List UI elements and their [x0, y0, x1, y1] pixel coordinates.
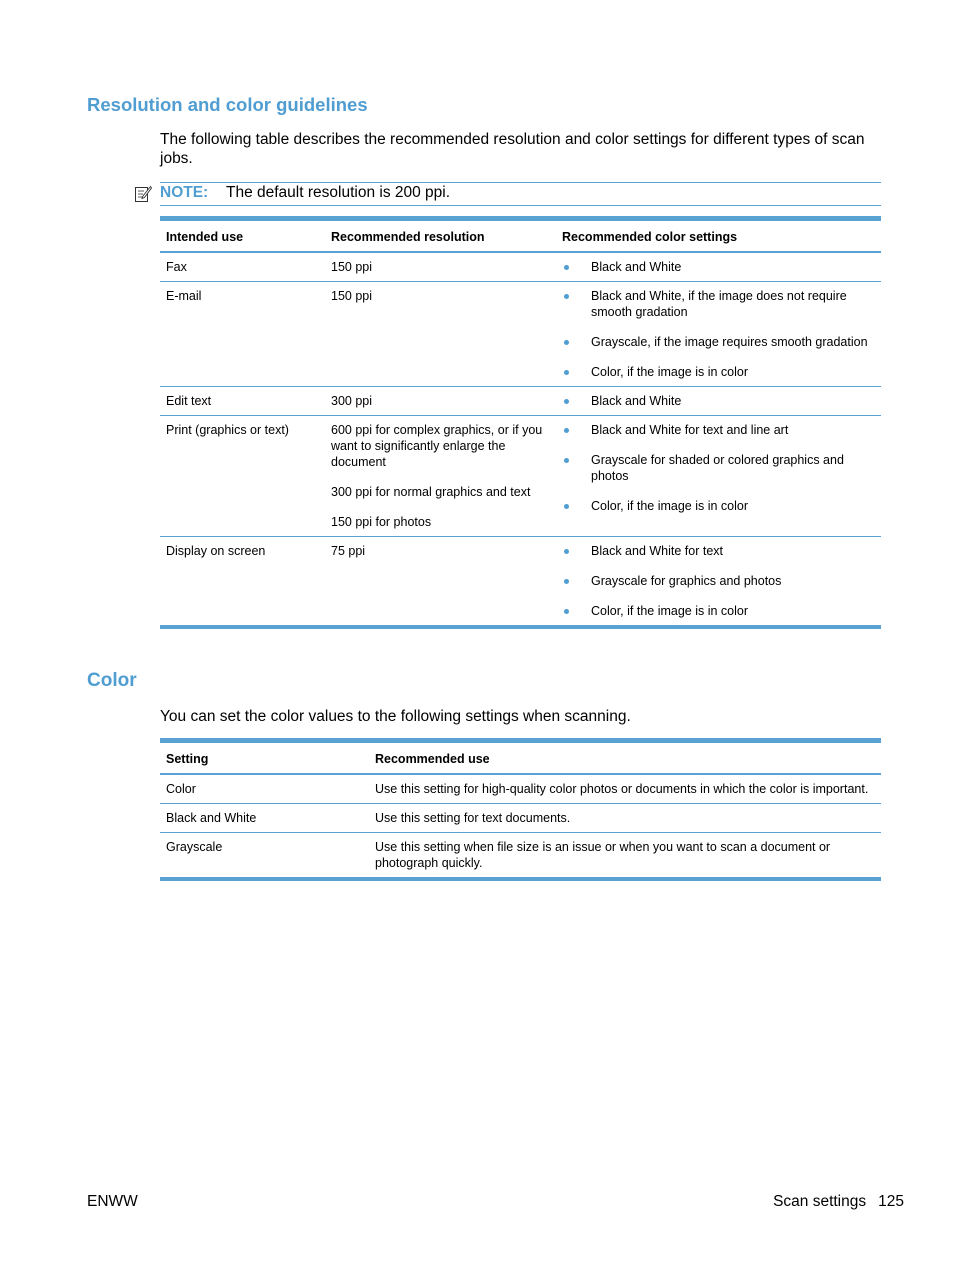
- table-row: [160, 252, 881, 282]
- resolution-line: 600 ppi for complex graphics, or if you want to significantly enlarge the document: [331, 423, 543, 469]
- table-row: [160, 774, 881, 804]
- intended-use-cell: Display on screen: [160, 537, 325, 628]
- recommended-use-cell: Use this setting for high-quality color photos or documents in which the color is important.: [375, 782, 869, 796]
- resolution-lines: [331, 543, 550, 559]
- resolution-lines: [331, 288, 550, 304]
- color-intro-paragraph: You can set the color values to the following settings when scanning.: [160, 708, 631, 725]
- bullet-icon: [564, 370, 569, 375]
- note-pencil-icon: [134, 185, 152, 203]
- resolution-lines: [331, 259, 550, 275]
- resolution-line: 75 ppi: [331, 544, 366, 558]
- section-heading-resolution: Resolution and color guidelines: [87, 94, 368, 115]
- bullet-text: Color, if the image is in color: [591, 604, 749, 618]
- setting-cell: Color: [166, 782, 196, 796]
- intended-use-cell: Print (graphics or text): [160, 416, 325, 537]
- page-number: 125: [878, 1193, 904, 1210]
- table-row: [160, 282, 881, 387]
- bullet-text: Grayscale for graphics and photos: [591, 574, 782, 588]
- resolution-cell: [325, 282, 556, 387]
- resolution-lines: [331, 422, 550, 530]
- table-row: [160, 387, 881, 416]
- section-heading-color: Color: [87, 670, 137, 691]
- bullet-icon: [564, 549, 569, 554]
- table-row: [160, 537, 881, 628]
- resolution-cell: [325, 387, 556, 416]
- list-item: [562, 288, 875, 320]
- color-settings-cell: [556, 416, 881, 537]
- table-row: [160, 416, 881, 537]
- bullet-icon: [564, 265, 569, 270]
- column-header: Setting: [160, 741, 369, 775]
- bullet-text: Black and White for text and line art: [591, 423, 789, 437]
- bullet-text: Color, if the image is in color: [591, 365, 749, 379]
- bullet-text: Grayscale, if the image requires smooth gradation: [591, 335, 868, 349]
- footer-section-name: Scan settings: [773, 1193, 867, 1210]
- resolution-cell: [325, 537, 556, 628]
- bullet-text: Grayscale for shaded or colored graphics and photos: [591, 453, 844, 483]
- resolution-line: 300 ppi: [331, 394, 373, 408]
- resolution-table: [160, 216, 881, 629]
- bullet-icon: [564, 294, 569, 299]
- intro-paragraph: The following table describes the recommended resolution and color settings for different types of scan jobs.: [160, 131, 865, 167]
- table-row: [160, 804, 881, 833]
- color-settings-cell: [556, 537, 881, 628]
- recommended-use-cell: Use this setting for text documents.: [369, 804, 881, 833]
- note-text: The default resolution is 200 ppi.: [226, 184, 451, 201]
- bullet-icon: [564, 399, 569, 404]
- bullet-icon: [564, 340, 569, 345]
- bullet-text: Black and White: [591, 260, 682, 274]
- list-item: [562, 573, 875, 589]
- resolution-lines: [331, 393, 550, 409]
- intended-use-cell: Fax: [166, 260, 187, 274]
- resolution-line: 150 ppi: [331, 289, 373, 303]
- color-settings-cell: [556, 387, 881, 416]
- bullet-list: [562, 543, 875, 619]
- bullet-text: Black and White, if the image does not require smooth gradation: [591, 289, 847, 319]
- bullet-list: [562, 259, 875, 275]
- color-settings-table: [160, 738, 881, 881]
- bullet-text: Black and White for text: [591, 544, 724, 558]
- list-item: [562, 393, 875, 409]
- footer-right: [773, 1193, 904, 1211]
- intended-use-cell: E-mail: [160, 282, 325, 387]
- bullet-list: [562, 288, 875, 380]
- color-table-body: [160, 774, 881, 879]
- bullet-list: [562, 422, 875, 514]
- column-header: Intended use: [160, 219, 325, 253]
- resolution-cell: [325, 416, 556, 537]
- list-item: [562, 543, 875, 559]
- column-header: Recommended use: [369, 741, 881, 775]
- footer-left-label: ENWW: [87, 1193, 138, 1210]
- setting-cell: Black and White: [160, 804, 369, 833]
- resolution-cell: [325, 252, 556, 282]
- resolution-line: 300 ppi for normal graphics and text: [331, 485, 531, 499]
- bullet-icon: [564, 458, 569, 463]
- column-header: Recommended color settings: [556, 219, 881, 253]
- bullet-text: Color, if the image is in color: [591, 499, 749, 513]
- recommended-use-cell: Use this setting when file size is an issue or when you want to scan a document or photograph quickly.: [369, 833, 881, 880]
- list-item: [562, 603, 875, 619]
- note-label: NOTE:: [160, 184, 209, 201]
- resolution-table-body: [160, 252, 881, 627]
- bullet-icon: [564, 579, 569, 584]
- setting-cell: Grayscale: [160, 833, 369, 880]
- color-settings-cell: [556, 252, 881, 282]
- table-header-row: [160, 741, 881, 775]
- note-box: [160, 182, 881, 206]
- bullet-icon: [564, 428, 569, 433]
- bullet-list: [562, 393, 875, 409]
- list-item: [562, 452, 875, 484]
- list-item: [562, 364, 875, 380]
- list-item: [562, 259, 875, 275]
- color-settings-cell: [556, 282, 881, 387]
- bullet-icon: [564, 609, 569, 614]
- list-item: [562, 334, 875, 350]
- column-header: Recommended resolution: [325, 219, 556, 253]
- list-item: [562, 422, 875, 438]
- bullet-icon: [564, 504, 569, 509]
- intended-use-cell: Edit text: [160, 387, 325, 416]
- resolution-line: 150 ppi: [331, 260, 373, 274]
- resolution-line: 150 ppi for photos: [331, 515, 432, 529]
- list-item: [562, 498, 875, 514]
- table-header-row: [160, 219, 881, 253]
- table-row: [160, 833, 881, 880]
- bullet-text: Black and White: [591, 394, 682, 408]
